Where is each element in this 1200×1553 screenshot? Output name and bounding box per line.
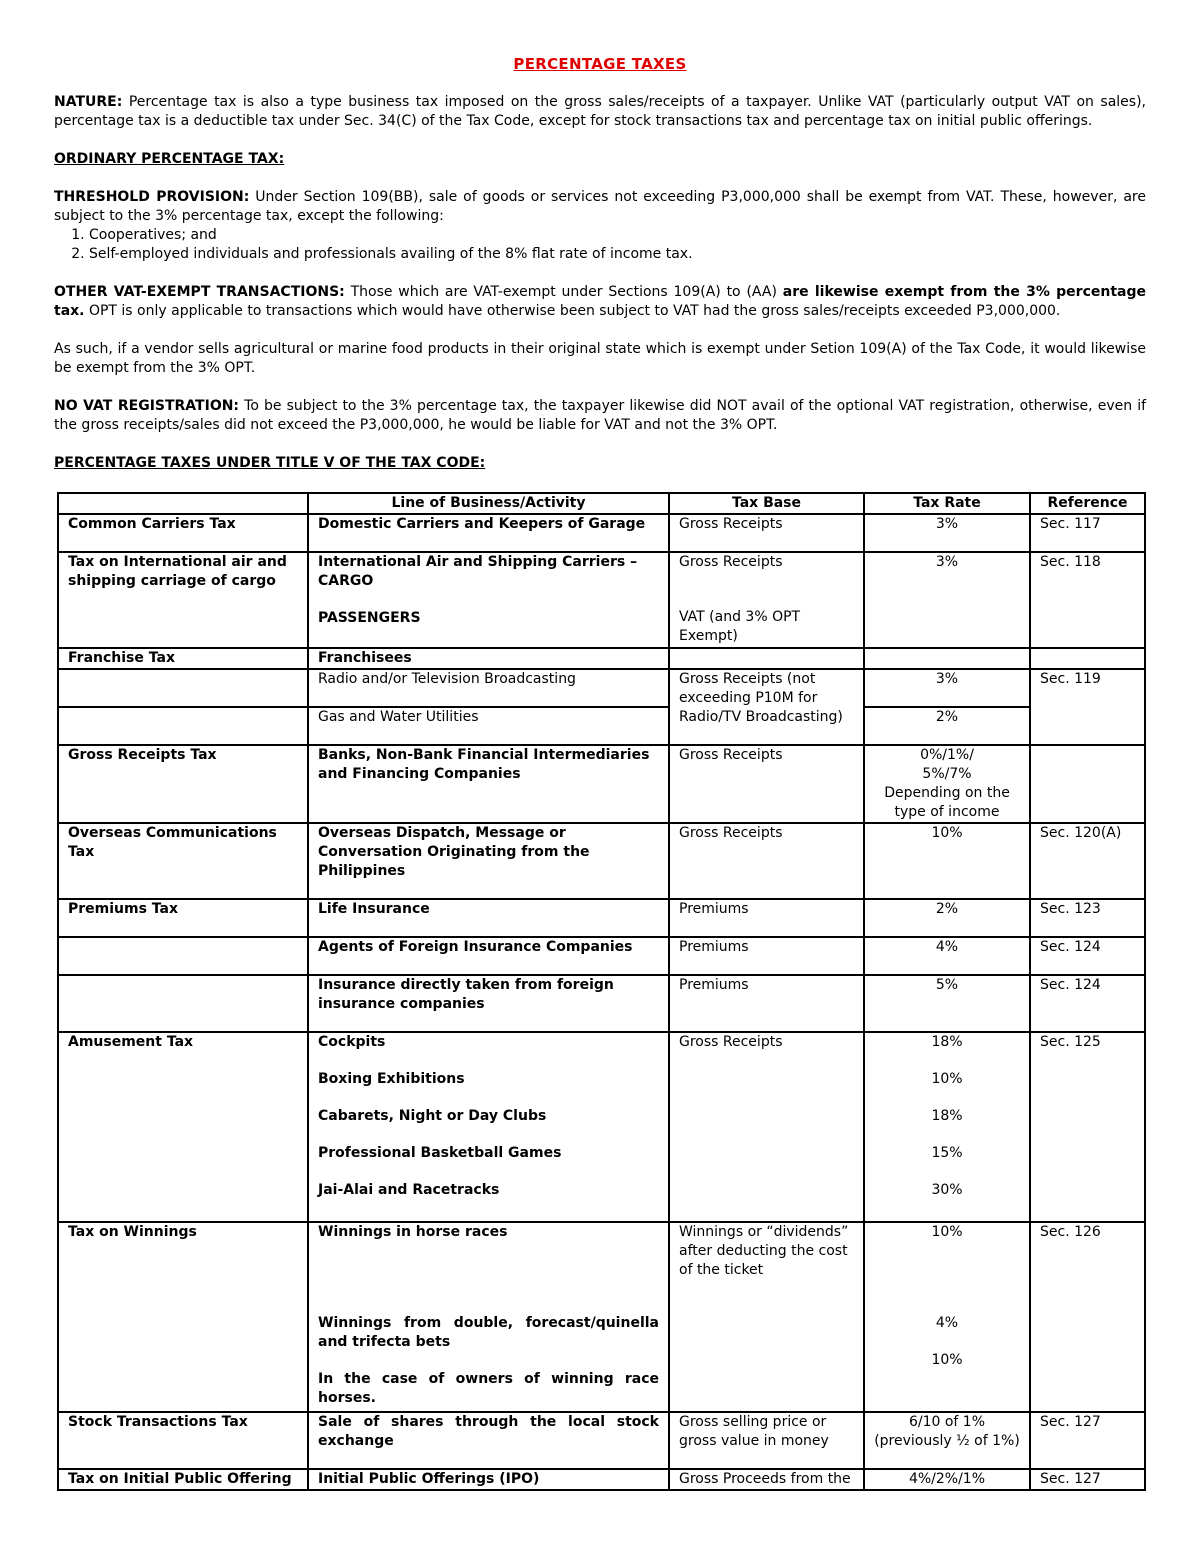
no-vat-paragraph — [54, 397, 1146, 435]
table-row — [58, 648, 1145, 669]
reference-cell: Sec. 126 — [1030, 1222, 1145, 1412]
base-cell: Gross Receipts — [669, 823, 864, 899]
rate-line: 30% — [931, 1182, 963, 1198]
percentage-tax-table — [57, 492, 1146, 1491]
activity-cell: Overseas Dispatch, Message or Conversation Originating from the Philippines — [308, 823, 669, 899]
other-exempt-text: Those which are VAT-exempt under Sections 109(A) to (AA) — [344, 284, 783, 300]
activity-line: International Air and Shipping Carriers – CARGO — [318, 554, 638, 589]
activity-cell: Agents of Foreign Insurance Companies — [308, 937, 669, 975]
other-exempt-text2: OPT is only applicable to transactions which would have otherwise been subject to VAT had the gross sales/receipts exceeded P3,000,000. — [84, 303, 1061, 319]
base-line: Gross Receipts — [679, 554, 783, 570]
list-item: 2. Self-employed individuals and professionals availing of the 8% flat rate of income tax. — [89, 245, 1146, 264]
table-header-row — [58, 493, 1145, 514]
rate-line: 18% — [931, 1108, 963, 1124]
rate-line: 4% — [935, 1315, 959, 1331]
rate-line: Depending on the type of income — [884, 785, 1010, 820]
rate-line: (previously ½ of 1%) — [874, 1433, 1020, 1449]
table-heading: PERCENTAGE TAXES UNDER TITLE V OF THE TAX CODE: — [54, 455, 486, 471]
no-vat-label: NO VAT REGISTRATION: — [54, 398, 240, 414]
threshold-list — [54, 226, 1146, 264]
nature-paragraph — [54, 93, 1146, 131]
rate-cell: 3% — [864, 669, 1030, 707]
table-row — [58, 1469, 1145, 1490]
tax-cell — [58, 669, 308, 707]
threshold-paragraph — [54, 188, 1146, 226]
activity-cell — [308, 552, 669, 648]
rate-line: 18% — [931, 1034, 963, 1050]
nature-label: NATURE: — [54, 94, 123, 110]
table-row — [58, 1032, 1145, 1222]
activity-cell: Initial Public Offerings (IPO) — [308, 1469, 669, 1490]
reference-cell: Sec. 124 — [1030, 975, 1145, 1032]
base-cell: Gross Receipts — [669, 514, 864, 552]
activity-cell: Life Insurance — [308, 899, 669, 937]
rate-line: 6/10 of 1% — [908, 1414, 986, 1430]
reference-cell — [1030, 745, 1145, 823]
rate-line: 0%/1%/ — [920, 747, 974, 763]
base-cell: Premiums — [669, 899, 864, 937]
reference-cell: Sec. 125 — [1030, 1032, 1145, 1222]
base-cell: Gross Receipts — [669, 745, 864, 823]
activity-cell: Gas and Water Utilities — [308, 707, 669, 745]
base-cell: Winnings or “dividends” after deducting the cost of the ticket — [669, 1222, 864, 1412]
reference-cell: Sec. 123 — [1030, 899, 1145, 937]
rate-cell: 3% — [864, 552, 1030, 648]
reference-cell: Sec. 120(A) — [1030, 823, 1145, 899]
rate-line: 5%/7% — [922, 766, 972, 782]
reference-cell: Sec. 119 — [1030, 669, 1145, 745]
reference-cell: Sec. 117 — [1030, 514, 1145, 552]
base-cell: Premiums — [669, 975, 864, 1032]
activity-line: Cockpits — [318, 1034, 386, 1050]
activity-line: Jai-Alai and Racetracks — [318, 1182, 500, 1198]
rate-line: 10% — [931, 1071, 963, 1087]
tax-cell — [58, 937, 308, 975]
base-line: VAT (and 3% OPT Exempt) — [679, 609, 801, 644]
rate-line: 10% — [931, 1352, 963, 1368]
tax-cell: Amusement Tax — [58, 1032, 308, 1222]
rate-cell — [864, 1032, 1030, 1222]
as-such-paragraph: As such, if a vendor sells agricultural or marine food products in their original state which is exempt under Setion 109(A) of the Tax Code, it would likewise be exempt from the 3% OPT. — [54, 341, 1146, 376]
no-vat-text: To be subject to the 3% percentage tax, the taxpayer likewise did NOT avail of the optional VAT registration, otherwise, even if the gross receipts/sales did not exceed the P3,000,000, he would be liable for VAT and not the 3% OPT. — [54, 398, 1147, 433]
table-row — [58, 669, 1145, 707]
activity-cell: Insurance directly taken from foreign insurance companies — [308, 975, 669, 1032]
reference-cell: Sec. 124 — [1030, 937, 1145, 975]
tax-cell: Gross Receipts Tax — [58, 745, 308, 823]
activity-cell: Banks, Non-Bank Financial Intermediaries and Financing Companies — [308, 745, 669, 823]
rate-cell — [864, 1222, 1030, 1412]
rate-cell: 4% — [864, 937, 1030, 975]
table-row — [58, 899, 1145, 937]
activity-line: Winnings in horse races — [318, 1224, 508, 1240]
nature-text: Percentage tax is also a type business tax imposed on the gross sales/receipts of a taxpayer. Unlike VAT (particularly output VAT on sales), percentage tax is a deductible tax under Sec. 34(C) of the Tax Code, except for stock transactions tax and percentage tax on initial public offerings. — [54, 94, 1146, 129]
tax-cell: Tax on Initial Public Offering — [58, 1469, 308, 1490]
base-cell: Gross Receipts — [669, 1032, 864, 1222]
table-row — [58, 745, 1145, 823]
table-row — [58, 937, 1145, 975]
activity-cell: Franchisees — [308, 648, 669, 669]
other-exempt-label: OTHER VAT-EXEMPT TRANSACTIONS: — [54, 284, 345, 300]
tax-cell: Common Carriers Tax — [58, 514, 308, 552]
rate-cell — [864, 648, 1030, 669]
column-header: Tax Rate — [864, 493, 1030, 514]
table-row — [58, 1412, 1145, 1469]
base-cell — [669, 648, 864, 669]
column-header: Reference — [1030, 493, 1145, 514]
column-header: Tax Base — [669, 493, 864, 514]
rate-cell: 2% — [864, 707, 1030, 745]
activity-cell: Sale of shares through the local stock exchange — [308, 1412, 669, 1469]
reference-cell: Sec. 118 — [1030, 552, 1145, 648]
column-header — [58, 493, 308, 514]
tax-cell — [58, 707, 308, 745]
ordinary-heading: ORDINARY PERCENTAGE TAX: — [54, 151, 285, 167]
tax-cell: Stock Transactions Tax — [58, 1412, 308, 1469]
tax-cell: Overseas Communications Tax — [58, 823, 308, 899]
activity-line: Professional Basketball Games — [318, 1145, 562, 1161]
activity-cell: Domestic Carriers and Keepers of Garage — [308, 514, 669, 552]
activity-cell — [308, 1032, 669, 1222]
base-cell — [669, 552, 864, 648]
tax-cell: Tax on Winnings — [58, 1222, 308, 1412]
column-header: Line of Business/Activity — [308, 493, 669, 514]
activity-cell: Radio and/or Television Broadcasting — [308, 669, 669, 707]
base-cell: Gross Receipts (not exceeding P10M for Radio/TV Broadcasting) — [669, 669, 864, 745]
table-row — [58, 707, 1145, 745]
table-row — [58, 1222, 1145, 1412]
tax-cell: Premiums Tax — [58, 899, 308, 937]
other-exempt-paragraph — [54, 283, 1146, 321]
tax-cell: Tax on International air and shipping carriage of cargo — [58, 552, 308, 648]
reference-cell — [1030, 648, 1145, 669]
rate-line: 10% — [931, 1224, 963, 1240]
rate-cell — [864, 745, 1030, 823]
rate-line: 15% — [931, 1145, 963, 1161]
rate-cell: 3% — [864, 514, 1030, 552]
tax-cell — [58, 975, 308, 1032]
rate-cell: 10% — [864, 823, 1030, 899]
reference-cell: Sec. 127 — [1030, 1412, 1145, 1469]
base-cell: Gross Proceeds from the — [669, 1469, 864, 1490]
table-row — [58, 823, 1145, 899]
threshold-text: Under Section 109(BB), sale of goods or services not exceeding P3,000,000 shall be exempt from VAT. These, however, are subject to the 3% percentage tax, except the following: — [54, 189, 1146, 224]
threshold-label: THRESHOLD PROVISION: — [54, 189, 250, 205]
activity-line: PASSENGERS — [318, 610, 421, 626]
table-row — [58, 514, 1145, 552]
rate-cell: 4%/2%/1% — [864, 1469, 1030, 1490]
other-exempt-bold: are likewise exempt from the 3% percentage tax. — [54, 284, 1146, 319]
activity-line: Winnings from double, forecast/quinella and trifecta bets — [318, 1315, 659, 1350]
reference-cell: Sec. 127 — [1030, 1469, 1145, 1490]
rate-cell: 5% — [864, 975, 1030, 1032]
base-cell: Premiums — [669, 937, 864, 975]
table-row — [58, 552, 1145, 648]
activity-line: Cabarets, Night or Day Clubs — [318, 1108, 547, 1124]
base-cell: Gross selling price or gross value in money — [669, 1412, 864, 1469]
document-body — [54, 55, 1146, 473]
activity-line: In the case of owners of winning race horses. — [318, 1371, 659, 1406]
table-row — [58, 975, 1145, 1032]
rate-cell — [864, 1412, 1030, 1469]
activity-line: Boxing Exhibitions — [318, 1071, 465, 1087]
tax-cell: Franchise Tax — [58, 648, 308, 669]
list-item: 1. Cooperatives; and — [89, 226, 1146, 245]
activity-cell — [308, 1222, 669, 1412]
page-title: PERCENTAGE TAXES — [513, 55, 687, 73]
rate-cell: 2% — [864, 899, 1030, 937]
